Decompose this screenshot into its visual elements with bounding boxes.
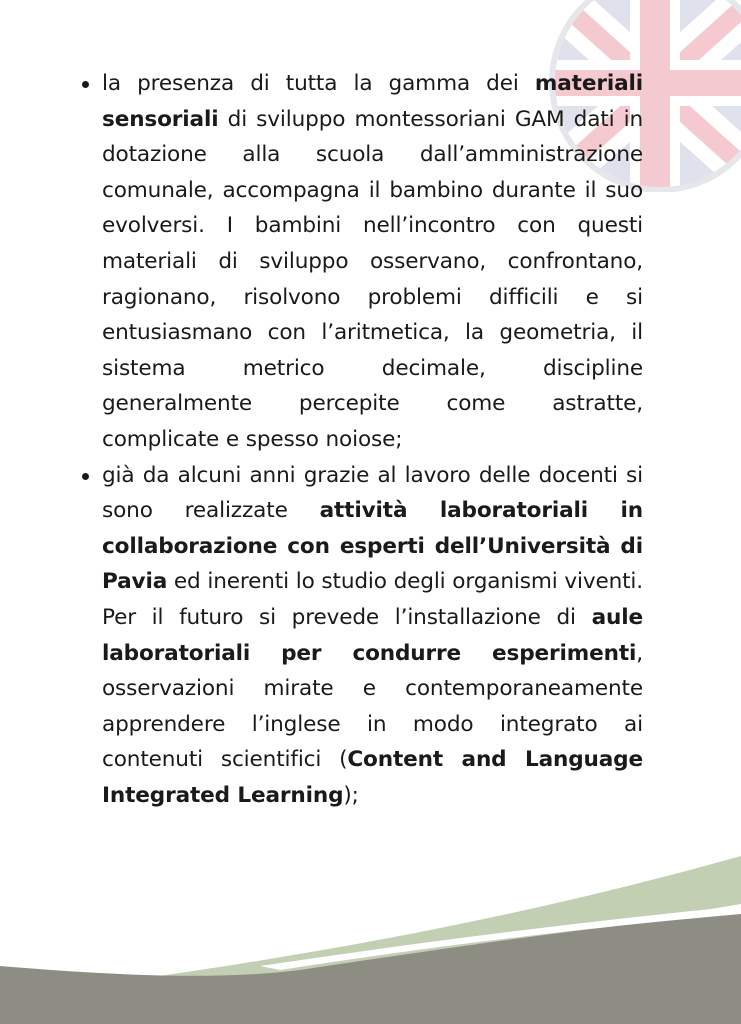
list-item	[77, 66, 643, 458]
text-segment: la presenza di tutta la gamma dei	[102, 71, 535, 96]
bold-text-segment: attività laboratoriali in collaborazione con esperti dell’Università di Pavia	[102, 498, 644, 595]
bold-text-segment: aule laboratoriali per condurre esperimenti	[102, 604, 643, 666]
gray-wave	[0, 912, 741, 1024]
bold-text-segment: Content and Language Integrated Learning	[102, 747, 643, 808]
footer-wave-decoration	[0, 820, 741, 1024]
list-item	[77, 458, 643, 814]
text-segment: ed inerenti lo studio degli organismi viventi. Per il futuro si prevede l’installazione di	[102, 569, 643, 630]
text-segment: , osservazioni mirate e contemporaneamente apprendere l’inglese in modo integrato ai contenuti scientifici (	[102, 640, 643, 773]
body-text	[77, 66, 643, 813]
text-segment: di sviluppo montessoriani GAM dati in dotazione alla scuola dall’amministrazione comunale, accompagna il bambino durante il suo evolversi. I bambini nell’incontro con questi materiali di sviluppo osservano, confrontano, ragionano, risolvono problemi difficili e si entusiasmano con l’aritmetica, la geometria, il sistema metrico decimale, discipline generalmente percepite come astratte, complicate e spesso noiose;	[102, 106, 643, 452]
text-segment: );	[343, 782, 359, 808]
bold-text-segment: materiali sensoriali	[102, 71, 643, 132]
text-segment: già da alcuni anni grazie al lavoro delle docenti si sono realizzate	[102, 462, 643, 524]
bullet-list	[77, 66, 643, 813]
